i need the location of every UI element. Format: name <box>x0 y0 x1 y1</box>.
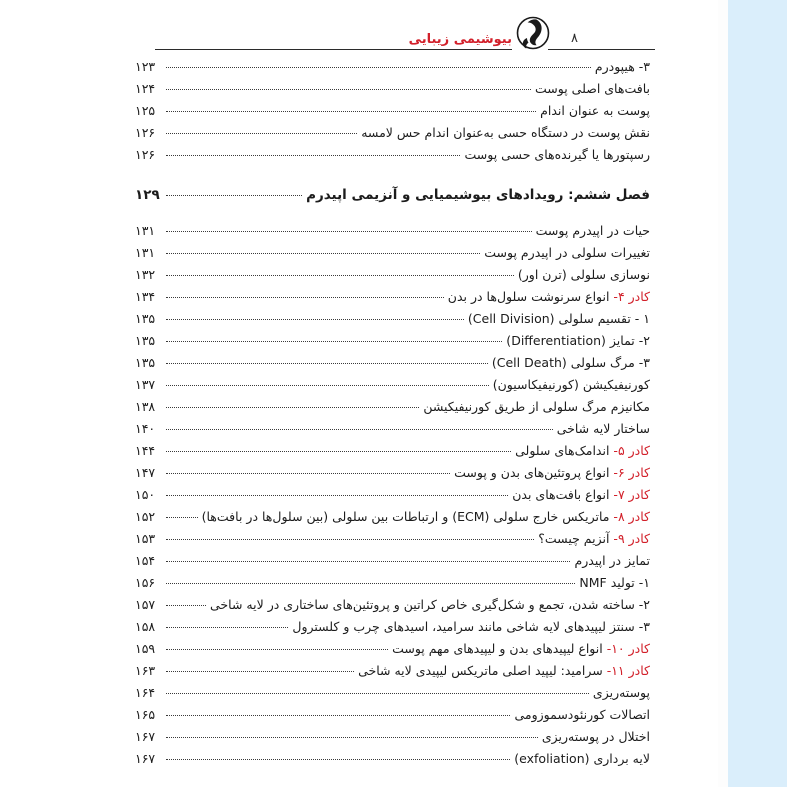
toc-dot-leader <box>166 595 206 609</box>
toc-dot-leader <box>166 485 508 499</box>
toc-entry-row[interactable] <box>135 122 650 144</box>
toc-dot-leader <box>166 441 511 455</box>
toc-entry-page-number: ۱۵۸ <box>135 619 156 634</box>
toc-entry-row[interactable] <box>135 748 650 770</box>
decorative-band-gap <box>718 0 728 787</box>
toc-entry-row[interactable] <box>135 242 650 264</box>
toc-entry-page-number: ۱۶۷ <box>135 751 156 766</box>
toc-entry-page-number: ۱۳۱ <box>135 223 156 238</box>
toc-entry-title: انواع سرنوشت سلول‌ها در بدن <box>447 289 614 304</box>
toc-entry-box-prefix: کادر ۴- <box>613 289 650 304</box>
toc-dot-leader <box>166 507 198 521</box>
toc-entry-label <box>357 122 650 144</box>
toc-entry-label <box>502 330 650 352</box>
woman-face-profile-logo-icon <box>511 12 555 56</box>
toc-entry-row[interactable] <box>135 56 650 78</box>
toc-entry-label <box>591 56 650 78</box>
toc-entry-title: اختلال در پوسته‌ریزی <box>541 729 650 744</box>
toc-dot-leader <box>166 57 591 71</box>
toc-entry-label <box>553 418 650 440</box>
toc-entry-row[interactable] <box>135 352 650 374</box>
toc-entry-row[interactable] <box>135 78 650 100</box>
toc-dot-leader <box>166 145 460 159</box>
toc-entry-page-number: ۱۵۳ <box>135 531 156 546</box>
toc-entry-label <box>206 594 650 616</box>
toc-entry-label <box>488 352 650 374</box>
toc-dot-leader <box>166 375 489 389</box>
toc-entry-title: مکانیزم مرگ سلولی از طریق کورنیفیکیشن <box>423 399 650 414</box>
toc-entry-label <box>536 100 650 122</box>
toc-entry-page-number: ۱۴۴ <box>135 443 156 458</box>
toc-entry-title: انواع بافت‌های بدن <box>512 487 614 502</box>
toc-dot-leader <box>166 705 510 719</box>
toc-entry-page-number: ۱۲۳ <box>135 59 156 74</box>
toc-entry-box-prefix: کادر ۱۰- <box>606 641 650 656</box>
toc-entry-row[interactable] <box>135 220 650 242</box>
toc-entry-title: رسپتورها یا گیرنده‌های حسی پوست <box>464 147 650 162</box>
toc-entry-title: ساختار لایه شاخی <box>556 421 650 436</box>
toc-entry-box-prefix: کادر ۶- <box>613 465 650 480</box>
toc-dot-leader <box>166 221 532 235</box>
toc-entry-title: ۲- تمایز (Differentiation) <box>506 333 650 348</box>
toc-entry-title: پوسته‌ریزی <box>592 685 650 700</box>
toc-entry-label <box>538 726 650 748</box>
toc-entry-page-number: ۱۲۴ <box>135 81 156 96</box>
toc-entry-title: اتصالات کورنئودسموزومی <box>514 707 650 722</box>
toc-entry-title: تغییرات سلولی در اپیدرم پوست <box>484 245 650 260</box>
toc-entry-label <box>302 184 650 206</box>
toc-entry-label <box>489 374 650 396</box>
toc-entry-page-number: ۱۳۵ <box>135 355 156 370</box>
toc-dot-leader <box>166 463 450 477</box>
toc-entry-label <box>531 78 650 100</box>
toc-dot-leader <box>166 529 534 543</box>
toc-entry-page-number: ۱۳۸ <box>135 399 156 414</box>
toc-dot-leader <box>166 287 444 301</box>
book-title: بیوشیمی زیبایی <box>408 32 512 47</box>
toc-dot-leader <box>166 419 553 433</box>
toc-entry-title: اندامک‌های سلولی <box>515 443 614 458</box>
toc-entry-label <box>510 704 650 726</box>
toc-dot-leader <box>166 661 354 675</box>
toc-dot-leader <box>166 551 570 565</box>
toc-entry-page-number: ۱۶۷ <box>135 729 156 744</box>
toc-entry-label <box>570 550 650 572</box>
toc-entry-row[interactable] <box>135 528 650 550</box>
toc-entry-page-number: ۱۴۷ <box>135 465 156 480</box>
toc-entry-title: انواع پروتئین‌های بدن و پوست <box>454 465 614 480</box>
toc-entry-box-prefix: کادر ۱۱- <box>606 663 650 678</box>
toc-entry-row[interactable] <box>135 616 650 638</box>
table-of-contents <box>135 56 650 770</box>
toc-entry-page-number: ۱۳۵ <box>135 333 156 348</box>
toc-entry-label <box>198 506 650 528</box>
toc-entry-row[interactable] <box>135 418 650 440</box>
header-rule <box>155 49 655 50</box>
toc-entry-label <box>480 242 650 264</box>
toc-dot-leader <box>166 639 388 653</box>
toc-entry-label <box>575 572 650 594</box>
toc-entry-label <box>534 528 650 550</box>
toc-entry-label <box>514 264 650 286</box>
toc-dot-leader <box>166 123 357 137</box>
toc-dot-leader <box>166 79 531 93</box>
toc-dot-leader <box>166 185 302 199</box>
toc-entry-page-number: ۱۲۶ <box>135 125 156 140</box>
toc-entry-label <box>460 144 650 166</box>
toc-entry-row[interactable] <box>135 286 650 308</box>
toc-entry-title: نقش پوست در دستگاه حسی به‌عنوان اندام حس لامسه <box>361 125 650 140</box>
toc-entry-row[interactable] <box>135 682 650 704</box>
toc-dot-leader <box>166 101 536 115</box>
toc-entry-page-number: ۱۵۰ <box>135 487 156 502</box>
toc-entry-page-number: ۱۳۷ <box>135 377 156 392</box>
toc-entry-row[interactable] <box>135 638 650 660</box>
toc-entry-page-number: ۱۵۷ <box>135 597 156 612</box>
toc-entry-title: ماتریکس خارج سلولی (ECM) و ارتباطات بین سلولی (بین سلول‌ها در بافت‌ها) <box>201 509 614 524</box>
toc-entry-title: سرامید: لیپید اصلی ماتریکس لیپیدی لایه شاخی <box>358 663 607 678</box>
toc-entry-page-number: ۱۶۳ <box>135 663 156 678</box>
toc-entry-title: انواع لیپیدهای بدن و لیپیدهای مهم پوست <box>392 641 607 656</box>
toc-dot-leader <box>166 749 510 763</box>
toc-entry-page-number: ۱۳۲ <box>135 267 156 282</box>
toc-entry-row[interactable] <box>135 396 650 418</box>
toc-entry-box-prefix: کادر ۷- <box>613 487 650 502</box>
toc-entry-page-number: ۱۵۲ <box>135 509 156 524</box>
toc-entry-label <box>589 682 650 704</box>
toc-entry-title: فصل ششم: رویدادهای بیوشیمیایی و آنزیمی اپیدرم <box>306 187 650 203</box>
toc-entry-page-number: ۱۴۰ <box>135 421 156 436</box>
toc-entry-page-number: ۱۲۹ <box>135 187 160 203</box>
toc-dot-leader <box>166 617 288 631</box>
toc-entry-title: ۳- هیپودرم <box>594 59 650 74</box>
toc-entry-title: پوست به عنوان اندام <box>540 103 650 118</box>
toc-entry-row[interactable] <box>135 462 650 484</box>
toc-entry-label <box>532 220 650 242</box>
toc-entry-title: ۲- ساخته شدن، تجمع و شکل‌گیری خاص کراتین و پروتئین‌های ساختاری در لایه شاخی <box>210 597 650 612</box>
toc-entry-title: کورنیفیکیشن (کورنیفیکاسیون) <box>492 377 650 392</box>
toc-entry-title: لایه برداری (exfoliation) <box>514 751 650 766</box>
toc-entry-label <box>419 396 650 418</box>
toc-entry-row[interactable] <box>135 374 650 396</box>
toc-entry-page-number: ۱۲۶ <box>135 147 156 162</box>
toc-entry-page-number: ۱۳۱ <box>135 245 156 260</box>
toc-entry-label <box>388 638 650 660</box>
toc-entry-title: حیات در اپیدرم پوست <box>535 223 650 238</box>
toc-entry-title: ۳- مرگ سلولی (Cell Death) <box>491 355 650 370</box>
toc-entry-label <box>510 748 650 770</box>
toc-entry-box-prefix: کادر ۵- <box>613 443 650 458</box>
toc-entry-page-number: ۱۶۴ <box>135 685 156 700</box>
toc-entry-title: تمایز در اپیدرم <box>574 553 650 568</box>
toc-entry-page-number: ۱۶۵ <box>135 707 156 722</box>
toc-entry-row[interactable] <box>135 484 650 506</box>
toc-entry-row[interactable] <box>135 264 650 286</box>
toc-entry-title: آنزیم چیست؟ <box>538 531 614 546</box>
toc-entry-title: ۱ - تقسیم سلولی (Cell Division) <box>467 311 650 326</box>
toc-entry-row[interactable] <box>135 330 650 352</box>
toc-entry-page-number: ۱۲۵ <box>135 103 156 118</box>
toc-entry-title: ۳- سنتز لیپیدهای لایه شاخی مانند سرامید، اسیدهای چرب و کلسترول <box>292 619 650 634</box>
toc-dot-leader <box>166 309 464 323</box>
toc-entry-label <box>511 440 650 462</box>
toc-entry-page-number: ۱۵۴ <box>135 553 156 568</box>
toc-entry-label <box>444 286 650 308</box>
toc-dot-leader <box>166 265 514 279</box>
toc-entry-row[interactable] <box>135 308 650 330</box>
toc-entry-title: ۱- تولید NMF <box>579 575 650 590</box>
toc-entry-row[interactable] <box>135 572 650 594</box>
toc-dot-leader <box>166 353 488 367</box>
toc-entry-title: نوسازی سلولی (ترن اور) <box>517 267 650 282</box>
toc-entry-label <box>464 308 650 330</box>
toc-chapter-row[interactable] <box>135 184 650 206</box>
toc-entry-row[interactable] <box>135 550 650 572</box>
toc-dot-leader <box>166 683 589 697</box>
page-number: ۸ <box>571 31 578 46</box>
toc-entry-label <box>508 484 650 506</box>
toc-entry-row[interactable] <box>135 506 650 528</box>
toc-entry-row[interactable] <box>135 594 650 616</box>
toc-entry-page-number: ۱۳۴ <box>135 289 156 304</box>
page-header <box>155 8 655 50</box>
toc-entry-row[interactable] <box>135 100 650 122</box>
toc-entry-title: بافت‌های اصلی پوست <box>535 81 650 96</box>
toc-dot-leader <box>166 243 480 257</box>
toc-entry-label <box>354 660 650 682</box>
toc-dot-leader <box>166 331 502 345</box>
toc-entry-page-number: ۱۳۵ <box>135 311 156 326</box>
toc-entry-box-prefix: کادر ۹- <box>613 531 650 546</box>
toc-entry-row[interactable] <box>135 660 650 682</box>
toc-dot-leader <box>166 397 419 411</box>
toc-entry-page-number: ۱۵۶ <box>135 575 156 590</box>
toc-entry-row[interactable] <box>135 726 650 748</box>
toc-entry-row[interactable] <box>135 440 650 462</box>
toc-entry-row[interactable] <box>135 144 650 166</box>
toc-entry-page-number: ۱۵۹ <box>135 641 156 656</box>
decorative-blue-band <box>728 0 787 787</box>
toc-entry-row[interactable] <box>135 704 650 726</box>
toc-dot-leader <box>166 727 538 741</box>
toc-dot-leader <box>166 573 575 587</box>
toc-entry-label <box>450 462 650 484</box>
toc-entry-box-prefix: کادر ۸- <box>613 509 650 524</box>
toc-entry-label <box>288 616 650 638</box>
